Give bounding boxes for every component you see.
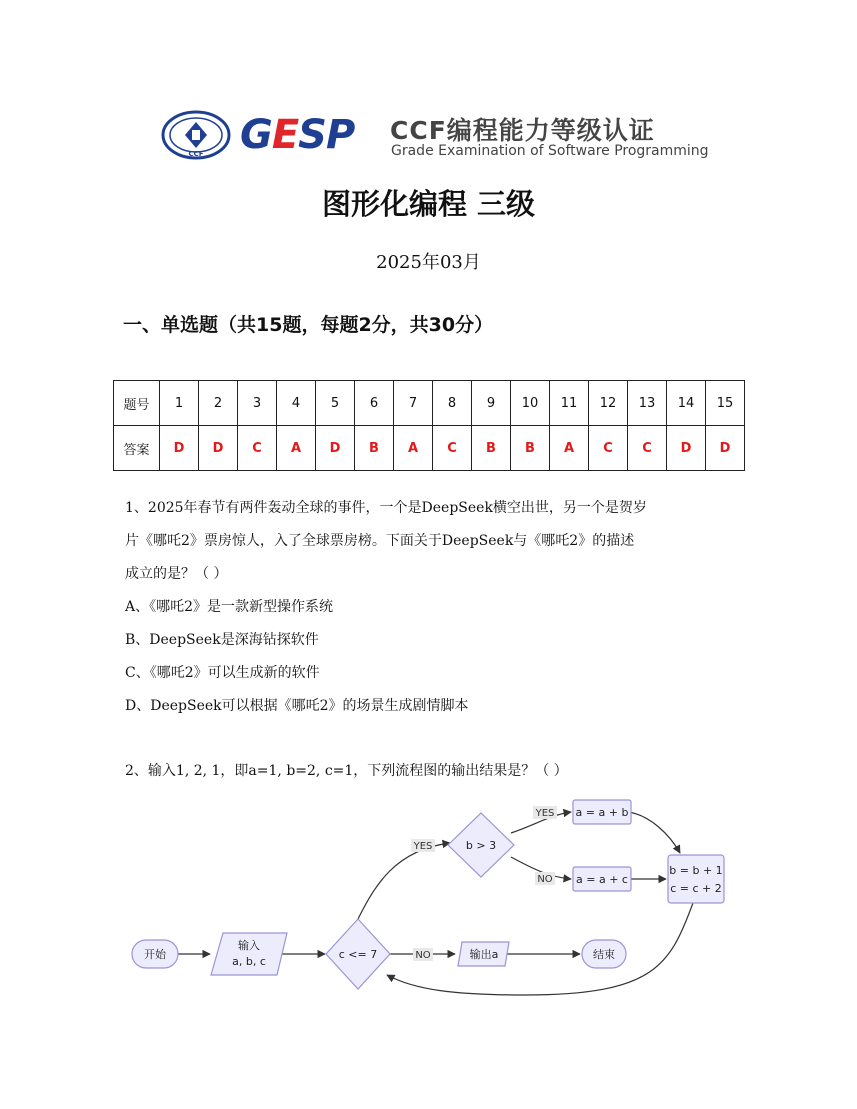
question-number: 14 xyxy=(667,381,706,426)
question-number: 11 xyxy=(550,381,589,426)
question-number: 15 xyxy=(706,381,745,426)
answer-cell: C xyxy=(433,426,472,471)
answer-cell: B xyxy=(472,426,511,471)
node-cond1-text: c <= 7 xyxy=(338,948,378,961)
q1-option-c: C、《哪吒2》可以生成新的软件 xyxy=(125,665,320,681)
answer-row xyxy=(114,426,745,471)
node-output-text: 输出a xyxy=(469,948,499,961)
answer-cell: D xyxy=(160,426,199,471)
question-number: 10 xyxy=(511,381,550,426)
question-number: 4 xyxy=(277,381,316,426)
section-heading: 一、单选题（共15题，每题2分，共30分） xyxy=(123,314,494,336)
question-number: 8 xyxy=(433,381,472,426)
answer-cell: C xyxy=(589,426,628,471)
node-update-text-2: c = c + 2 xyxy=(670,882,722,895)
exam-date: 2025年03月 xyxy=(376,252,481,273)
question-number: 3 xyxy=(238,381,277,426)
question-number: 9 xyxy=(472,381,511,426)
edge-cond1-cond2 xyxy=(357,843,450,921)
answer-cell: A xyxy=(394,426,433,471)
row-label-number: 题号 xyxy=(114,381,160,426)
q1-option-d: D、DeepSeek可以根据《哪吒2》的场景生成剧情脚本 xyxy=(125,698,469,714)
node-assign-no-text: a = a + c xyxy=(576,873,628,886)
answer-cell: B xyxy=(511,426,550,471)
node-update-text-1: b = b + 1 xyxy=(669,864,723,877)
q1-stem-line-3: 成立的是？（ ） xyxy=(125,566,228,582)
label-no: NO xyxy=(537,874,553,885)
ccf-seal-text: CCF xyxy=(188,150,204,158)
flowchart xyxy=(125,795,735,1005)
question-number: 6 xyxy=(355,381,394,426)
node-start-text: 开始 xyxy=(144,948,166,961)
label-no-2: NO xyxy=(415,950,431,961)
question-number: 12 xyxy=(589,381,628,426)
edge-yes-update xyxy=(628,812,680,853)
answer-cell: D xyxy=(706,426,745,471)
row-label-answer: 答案 xyxy=(114,426,160,471)
node-input-text-1: 输入 xyxy=(238,939,260,952)
answer-cell: D xyxy=(199,426,238,471)
q1-option-a: A、《哪吒2》是一款新型操作系统 xyxy=(125,599,334,615)
question-number: 5 xyxy=(316,381,355,426)
q1-stem-line-1: 1、2025年春节有两件轰动全球的事件，一个是DeepSeek横空出世，另一个是贺岁 xyxy=(125,500,647,516)
answer-cell: C xyxy=(238,426,277,471)
node-end-text: 结束 xyxy=(593,948,615,961)
gesp-logo: GESP xyxy=(240,112,355,158)
label-yes-2: YES xyxy=(535,808,555,819)
question-number: 2 xyxy=(199,381,238,426)
node-update xyxy=(668,855,724,903)
brand-chinese-name: CCF编程能力等级认证 xyxy=(390,116,655,145)
answer-cell: D xyxy=(316,426,355,471)
answer-cell: B xyxy=(355,426,394,471)
node-input-text-2: a, b, c xyxy=(232,955,266,968)
question-number: 13 xyxy=(628,381,667,426)
question-number-row xyxy=(114,381,745,426)
exam-title: 图形化编程 三级 xyxy=(321,187,536,221)
question-number: 7 xyxy=(394,381,433,426)
q1-stem-line-2: 片《哪吒2》票房惊人，入了全球票房榜。下面关于DeepSeek与《哪吒2》的描述 xyxy=(125,533,635,549)
answer-cell: A xyxy=(550,426,589,471)
q2-stem: 2、输入1, 2, 1，即a=1, b=2, c=1，下列流程图的输出结果是？（ ） xyxy=(125,763,568,779)
answer-table xyxy=(113,380,745,471)
label-yes: YES xyxy=(413,841,433,852)
question-number: 1 xyxy=(160,381,199,426)
ccf-seal-logo xyxy=(161,110,231,160)
node-assign-yes-text: a = a + b xyxy=(575,806,629,819)
answer-cell: C xyxy=(628,426,667,471)
brand-english-name: Grade Examination of Software Programming xyxy=(391,143,709,159)
answer-cell: A xyxy=(277,426,316,471)
node-cond2-text: b > 3 xyxy=(465,839,497,852)
answer-cell: D xyxy=(667,426,706,471)
q1-option-b: B、DeepSeek是深海钻探软件 xyxy=(125,632,319,648)
